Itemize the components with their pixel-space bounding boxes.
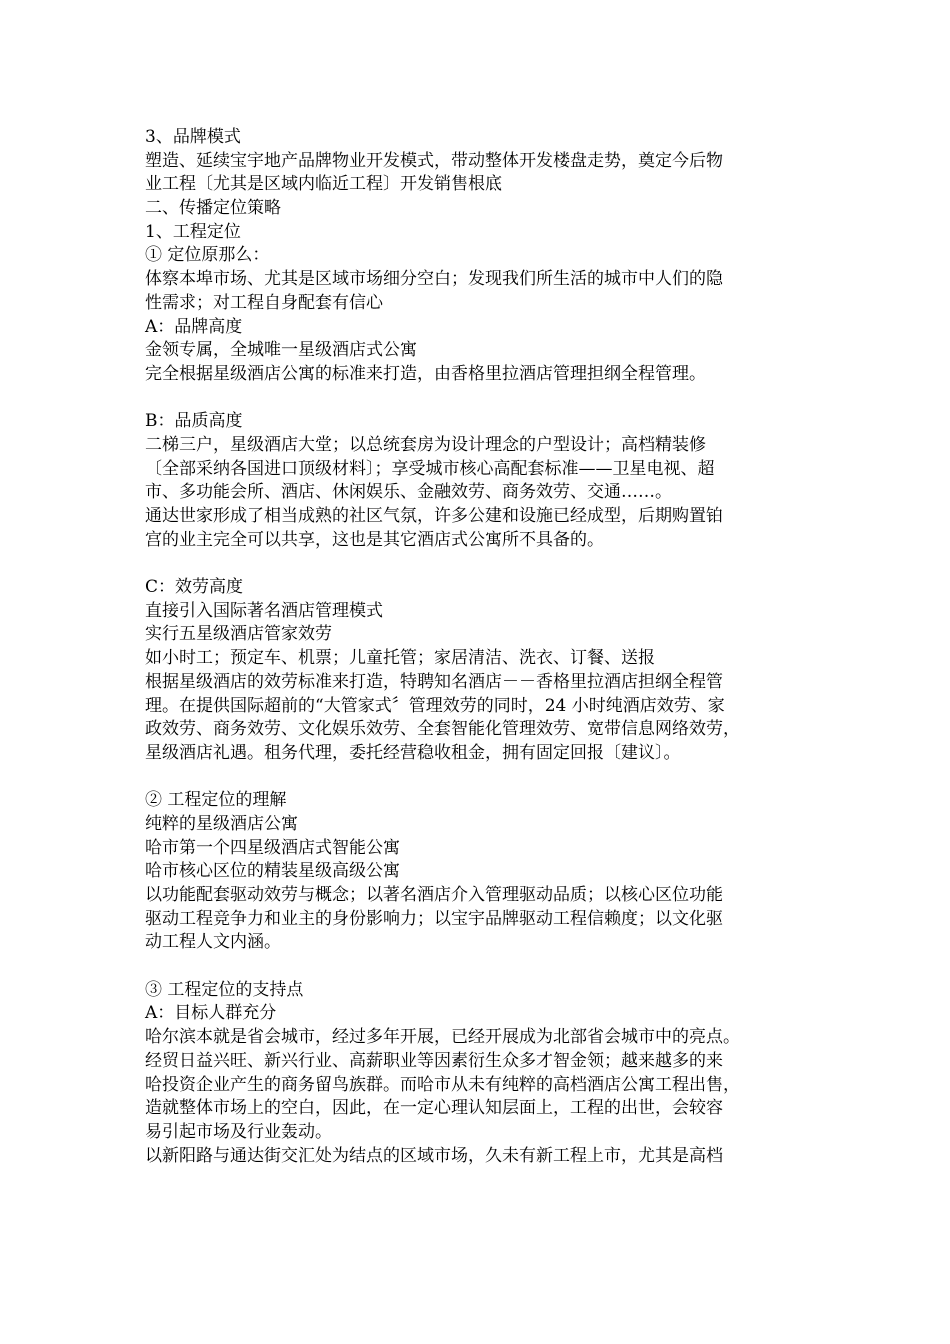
blank-line [145, 766, 815, 790]
text-line: 以功能配套驱动效劳与概念；以著名酒店介入管理驱动品质；以核心区位功能 [145, 885, 723, 905]
blank-line [145, 955, 815, 979]
text-line: 根据星级酒店的效劳标准来打造，特聘知名酒店－－香格里拉酒店担纲全程管 [145, 671, 723, 692]
text-line: 动工程人文内涵。 [145, 932, 281, 953]
text-line: 性需求；对工程自身配套有信心 [145, 292, 383, 313]
document-body [145, 126, 815, 1168]
text-line: A：品牌高度 [145, 316, 243, 337]
text-line: 以新阳路与通达街交汇处为结点的区域市场，久未有新工程上市，尤其是高档 [145, 1145, 723, 1166]
text-line: 造就整体市场上的空白，因此，在一定心理认知层面上，工程的出世，会较容 [145, 1098, 723, 1119]
text-line: 如小时工；预定车、机票；儿童托管；家居清洁、洗衣、订餐、送报 [145, 648, 655, 669]
text-line: A：目标人群充分 [145, 1003, 277, 1024]
text-line: 纯粹的星级酒店公寓 [145, 813, 298, 834]
text-line: 3、品牌模式 [145, 127, 241, 147]
text-line: ① 定位原那么： [145, 245, 270, 266]
blank-line [145, 387, 815, 411]
text-line: 哈投资企业产生的商务留鸟族群。而哈市从未有纯粹的高档酒店公寓工程出售， [145, 1074, 740, 1095]
text-line: 市、多功能会所、酒店、休闲娱乐、金融效劳、商务效劳、交通……。 [145, 482, 672, 503]
text-line: 驱动工程竞争力和业主的身份影响力；以宝宇品牌驱动工程信赖度；以文化驱 [145, 908, 723, 929]
blank-line [145, 552, 815, 576]
text-line: 宫的业主完全可以共享，这也是其它酒店式公寓所不具备的。 [145, 529, 604, 550]
text-line: 直接引入国际著名酒店管理模式 [145, 600, 383, 621]
text-line: 星级酒店礼遇。租务代理，委托经营稳收租金，拥有固定回报〔建议〕。 [145, 742, 681, 763]
text-line: 二梯三户，星级酒店大堂；以总统套房为设计理念的户型设计；高档精装修 [145, 434, 706, 455]
text-line: 金领专属，全城唯一星级酒店式公寓 [145, 340, 417, 361]
text-line: 哈尔滨本就是省会城市，经过多年开展，已经开展成为北部省会城市中的亮点。 [145, 1027, 740, 1048]
text-line: ② 工程定位的理解 [145, 790, 287, 811]
text-line: 哈市核心区位的精装星级高级公寓 [145, 861, 400, 882]
text-line: 〔全部采纳各国进口顶级材料〕；享受城市核心高配套标准——卫星电视、超 [145, 458, 715, 479]
text-line: 经贸日益兴旺、新兴行业、高薪职业等因素衍生众多才智金领；越来越多的来 [145, 1050, 723, 1071]
text-line: B：品质高度 [145, 411, 243, 432]
text-line: 通达世家形成了相当成熟的社区气氛，许多公建和设施已经成型，后期购置铂 [145, 506, 723, 526]
section-heading: 二、传播定位策略 [145, 198, 281, 219]
text-line: 体察本埠市场、尤其是区域市场细分空白；发现我们所生活的城市中人们的隐 [145, 269, 723, 290]
text-line: 完全根据星级酒店公寓的标准来打造，由香格里拉酒店管理担纲全程管理。 [145, 363, 706, 384]
text-line: 业工程〔尤其是区域内临近工程〕开发销售根底 [145, 174, 502, 195]
text-line: C：效劳高度 [145, 577, 244, 598]
subsection-heading: 1、工程定位 [145, 221, 241, 242]
text-line: 政效劳、商务效劳、文化娱乐效劳、全套智能化管理效劳、宽带信息网络效劳， [145, 719, 740, 740]
text-line: ③ 工程定位的支持点 [145, 979, 304, 1000]
text-line: 实行五星级酒店管家效劳 [145, 624, 332, 645]
text-line: 理。在提供国际超前的“大管家式〞管理效劳的同时，24 小时纯酒店效劳、家 [145, 695, 725, 716]
text-line: 塑造、延续宝宇地产品牌物业开发模式，带动整体开发楼盘走势，奠定今后物 [145, 150, 723, 171]
text-line: 哈市第一个四星级酒店式智能公寓 [145, 837, 400, 858]
text-line: 易引起市场及行业轰动。 [145, 1121, 332, 1142]
